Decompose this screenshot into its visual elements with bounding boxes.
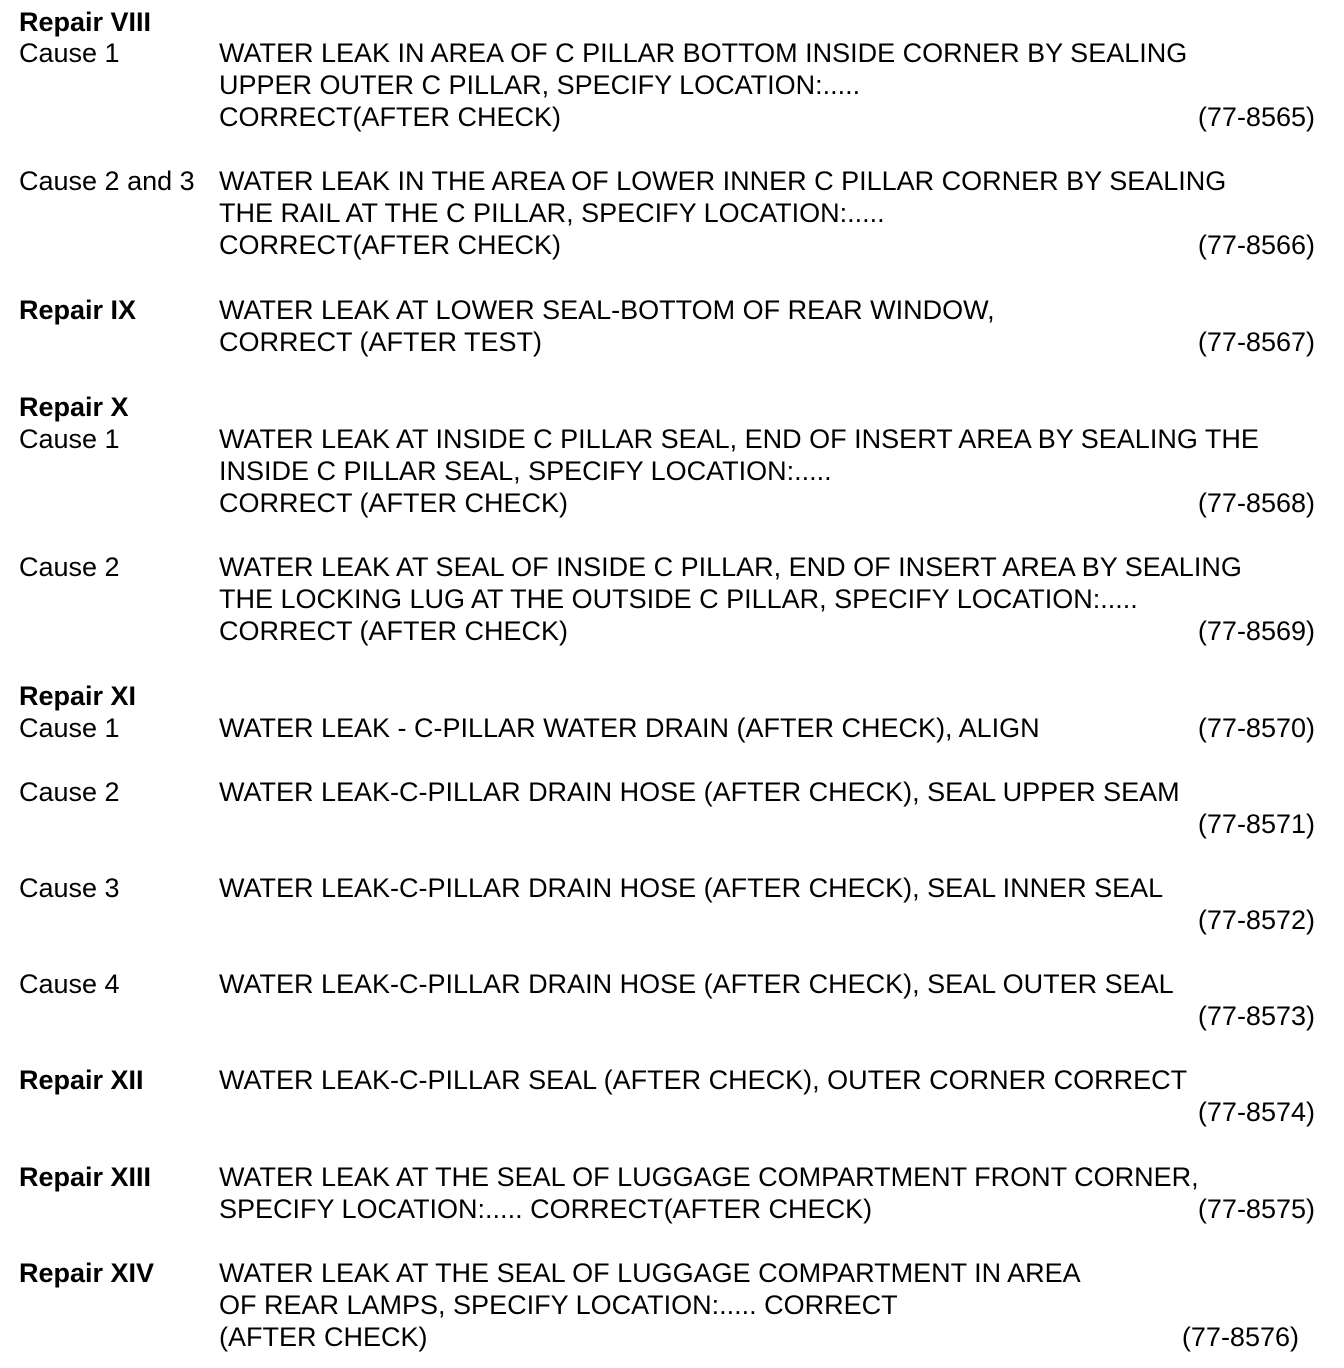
operation-code: (77-8571)	[1197, 809, 1315, 839]
operation-code: (77-8569)	[1197, 616, 1315, 646]
description-line: WATER LEAK AT THE SEAL OF LUGGAGE COMPARTMENT FRONT CORNER,	[219, 1162, 1199, 1192]
description-line: WATER LEAK AT THE SEAL OF LUGGAGE COMPARTMENT IN AREA	[219, 1258, 1081, 1288]
section-heading: Repair VIII	[19, 7, 152, 37]
description-line: CORRECT (AFTER TEST)	[219, 327, 543, 357]
operation-code: (77-8574)	[1197, 1097, 1315, 1127]
operation-code: (77-8576)	[1181, 1322, 1299, 1352]
description-line: WATER LEAK AT INSIDE C PILLAR SEAL, END OF INSERT AREA BY SEALING THE	[219, 424, 1259, 454]
section-heading: Repair XIII	[19, 1162, 152, 1192]
description-line: INSIDE C PILLAR SEAL, SPECIFY LOCATION:.....	[219, 456, 832, 486]
description-line: WATER LEAK AT LOWER SEAL-BOTTOM OF REAR WINDOW,	[219, 295, 995, 325]
cause-label: Cause 1	[19, 424, 120, 454]
operation-code: (77-8570)	[1197, 713, 1315, 743]
operation-code: (77-8572)	[1197, 905, 1315, 935]
description-line: CORRECT (AFTER CHECK)	[219, 488, 569, 518]
description-line: (AFTER CHECK)	[219, 1322, 428, 1352]
description-line: WATER LEAK-C-PILLAR SEAL (AFTER CHECK), OUTER CORNER CORRECT	[219, 1065, 1188, 1095]
section-heading: Repair XII	[19, 1065, 144, 1095]
description-line: CORRECT(AFTER CHECK)	[219, 230, 561, 260]
description-line: THE RAIL AT THE C PILLAR, SPECIFY LOCATION:.....	[219, 198, 885, 228]
cause-label: Cause 2 and 3	[19, 166, 195, 196]
cause-label: Cause 1	[19, 38, 120, 68]
description-line: WATER LEAK-C-PILLAR DRAIN HOSE (AFTER CHECK), SEAL OUTER SEAL	[219, 969, 1174, 999]
description-line: WATER LEAK-C-PILLAR DRAIN HOSE (AFTER CHECK), SEAL INNER SEAL	[219, 873, 1164, 903]
cause-label: Cause 3	[19, 873, 120, 903]
description-line: OF REAR LAMPS, SPECIFY LOCATION:..... CORRECT	[219, 1290, 898, 1320]
description-line: CORRECT (AFTER CHECK)	[219, 616, 569, 646]
operation-code: (77-8566)	[1197, 230, 1315, 260]
description-line: WATER LEAK - C-PILLAR WATER DRAIN (AFTER CHECK), ALIGN	[219, 713, 1040, 743]
description-line: WATER LEAK AT SEAL OF INSIDE C PILLAR, END OF INSERT AREA BY SEALING	[219, 552, 1242, 582]
operation-code: (77-8573)	[1197, 1001, 1315, 1031]
cause-label: Cause 1	[19, 713, 120, 743]
cause-label: Cause 2	[19, 552, 120, 582]
description-line: UPPER OUTER C PILLAR, SPECIFY LOCATION:.....	[219, 70, 861, 100]
description-line: WATER LEAK IN THE AREA OF LOWER INNER C PILLAR CORNER BY SEALING	[219, 166, 1227, 196]
description-line: WATER LEAK-C-PILLAR DRAIN HOSE (AFTER CHECK), SEAL UPPER SEAM	[219, 777, 1180, 807]
description-line: SPECIFY LOCATION:..... CORRECT(AFTER CHECK)	[219, 1194, 873, 1224]
operation-code: (77-8565)	[1197, 102, 1315, 132]
operation-code: (77-8567)	[1197, 327, 1315, 357]
section-heading: Repair XIV	[19, 1258, 155, 1288]
cause-label: Cause 4	[19, 969, 120, 999]
description-line: CORRECT(AFTER CHECK)	[219, 102, 561, 132]
description-line: THE LOCKING LUG AT THE OUTSIDE C PILLAR, SPECIFY LOCATION:.....	[219, 584, 1138, 614]
section-heading: Repair XI	[19, 681, 137, 711]
description-line: WATER LEAK IN AREA OF C PILLAR BOTTOM INSIDE CORNER BY SEALING	[219, 38, 1188, 68]
section-heading: Repair IX	[19, 295, 137, 325]
cause-label: Cause 2	[19, 777, 120, 807]
section-heading: Repair X	[19, 392, 129, 422]
operation-code: (77-8575)	[1197, 1194, 1315, 1224]
operation-code: (77-8568)	[1197, 488, 1315, 518]
